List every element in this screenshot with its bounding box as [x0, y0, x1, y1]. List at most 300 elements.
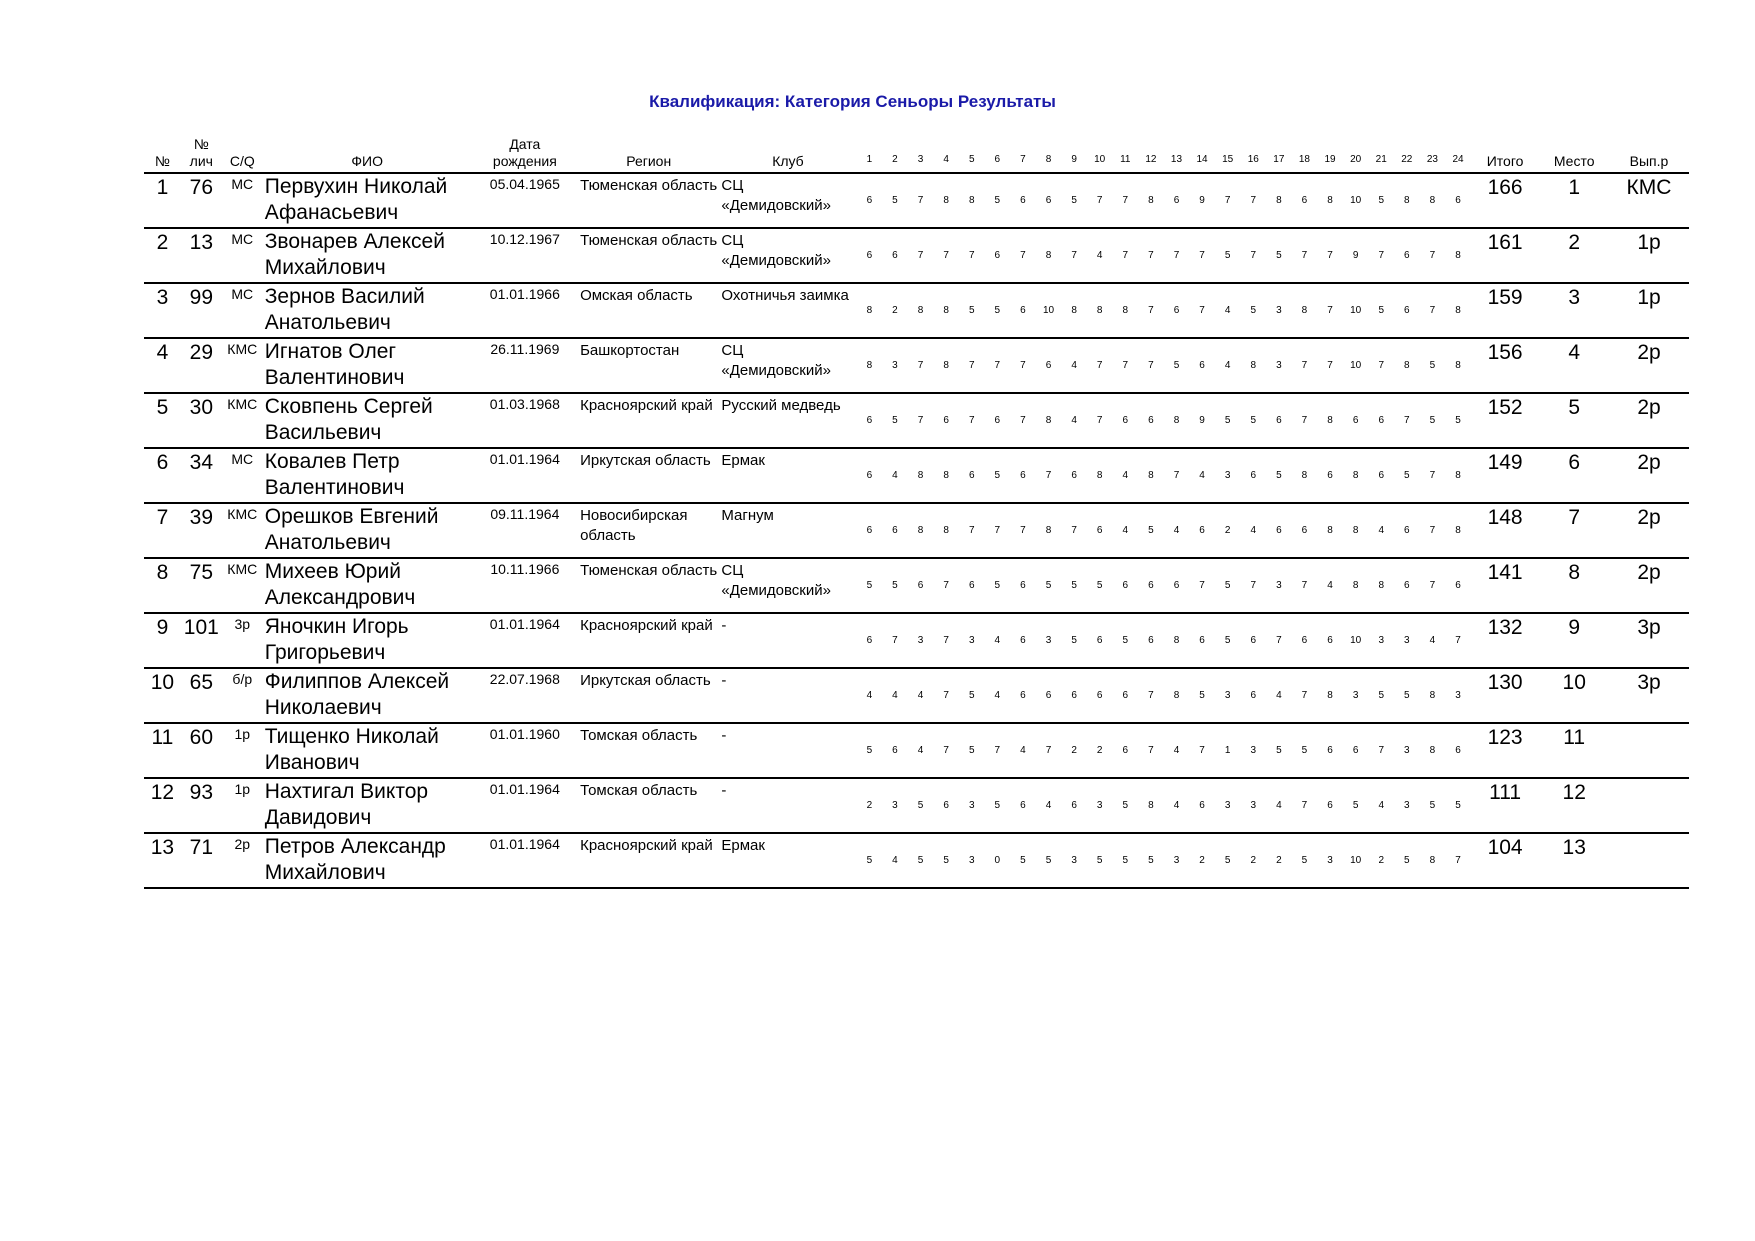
- license-number: 39: [181, 503, 222, 558]
- page-title: Квалификация: Категория Сеньоры Результаты: [649, 92, 1056, 111]
- header-series: 7: [1010, 136, 1036, 173]
- series-score: 6: [857, 503, 883, 558]
- series-score: 6: [1394, 228, 1420, 283]
- series-score: 5: [1292, 833, 1318, 888]
- class-rank: б/р: [222, 668, 263, 723]
- total-score: 161: [1471, 228, 1540, 283]
- header-series: 13: [1164, 136, 1190, 173]
- total-score: 166: [1471, 173, 1540, 228]
- total-score: 148: [1471, 503, 1540, 558]
- series-score: 5: [959, 668, 985, 723]
- full-name: Игнатов Олег Валентинович: [263, 338, 472, 393]
- header-lic-top: №: [193, 136, 209, 152]
- series-score: 3: [882, 778, 908, 833]
- series-score: 8: [857, 283, 883, 338]
- series-score: 8: [1138, 173, 1164, 228]
- series-score: 7: [1036, 448, 1062, 503]
- class-rank: КМС: [222, 338, 263, 393]
- full-name: Ковалев Петр Валентинович: [263, 448, 472, 503]
- header-series: 23: [1420, 136, 1446, 173]
- series-score: 2: [882, 283, 908, 338]
- series-score: 7: [1420, 503, 1446, 558]
- series-score: 7: [1240, 228, 1266, 283]
- series-score: 5: [1215, 833, 1241, 888]
- series-score: 2: [1087, 723, 1113, 778]
- header-series: 6: [985, 136, 1011, 173]
- series-score: 8: [933, 448, 959, 503]
- series-score: 4: [882, 668, 908, 723]
- row-number: 3: [144, 283, 181, 338]
- series-score: 4: [908, 723, 934, 778]
- series-score: 8: [933, 503, 959, 558]
- total-score: 130: [1471, 668, 1540, 723]
- header-series: 24: [1445, 136, 1471, 173]
- series-score: 8: [1138, 448, 1164, 503]
- club: -: [719, 778, 856, 833]
- series-score: 2: [1240, 833, 1266, 888]
- series-score: 5: [1112, 613, 1138, 668]
- series-score: 6: [1164, 283, 1190, 338]
- series-score: 5: [1087, 833, 1113, 888]
- series-score: 10: [1343, 283, 1369, 338]
- series-score: 4: [882, 833, 908, 888]
- series-score: 9: [1189, 393, 1215, 448]
- series-score: 6: [1061, 778, 1087, 833]
- series-score: 7: [1036, 723, 1062, 778]
- license-number: 13: [181, 228, 222, 283]
- series-score: 8: [933, 173, 959, 228]
- series-score: 4: [1266, 778, 1292, 833]
- series-score: 7: [1164, 448, 1190, 503]
- series-score: 6: [1112, 558, 1138, 613]
- header-series: 16: [1240, 136, 1266, 173]
- series-score: 5: [1368, 283, 1394, 338]
- place: 3: [1539, 283, 1609, 338]
- series-score: 5: [1036, 558, 1062, 613]
- license-number: 71: [181, 833, 222, 888]
- series-score: 4: [1189, 448, 1215, 503]
- series-score: 7: [933, 613, 959, 668]
- series-score: 5: [1420, 393, 1446, 448]
- club: -: [719, 613, 856, 668]
- series-score: 6: [882, 503, 908, 558]
- series-score: 6: [1266, 393, 1292, 448]
- header-cq: С/Q: [222, 136, 263, 173]
- class-rank: 2р: [222, 833, 263, 888]
- series-score: 7: [1368, 338, 1394, 393]
- series-score: 8: [1112, 283, 1138, 338]
- series-score: 6: [1164, 558, 1190, 613]
- row-number: 6: [144, 448, 181, 503]
- class-rank: 1р: [222, 778, 263, 833]
- series-score: 7: [1317, 228, 1343, 283]
- table-row: [144, 283, 1689, 338]
- series-score: 2: [1189, 833, 1215, 888]
- achieved-rank: 3р: [1609, 613, 1689, 668]
- series-score: 5: [933, 833, 959, 888]
- series-score: 3: [1061, 833, 1087, 888]
- series-score: 2: [1368, 833, 1394, 888]
- class-rank: МС: [222, 448, 263, 503]
- row-number: 12: [144, 778, 181, 833]
- total-score: 111: [1471, 778, 1540, 833]
- birth-date: 09.11.1964: [472, 503, 578, 558]
- series-score: 4: [908, 668, 934, 723]
- region: Новосибирская область: [578, 503, 719, 558]
- series-score: 9: [1343, 228, 1369, 283]
- series-score: 6: [1343, 393, 1369, 448]
- header-dob-top: Дата: [509, 136, 541, 152]
- series-score: 6: [1164, 173, 1190, 228]
- full-name: Филиппов Алексей Николаевич: [263, 668, 472, 723]
- series-score: 5: [857, 833, 883, 888]
- series-score: 5: [1394, 833, 1420, 888]
- license-number: 65: [181, 668, 222, 723]
- series-score: 2: [1215, 503, 1241, 558]
- full-name: Зернов Василий Анатольевич: [263, 283, 472, 338]
- license-number: 30: [181, 393, 222, 448]
- series-score: 7: [1087, 393, 1113, 448]
- class-rank: МС: [222, 228, 263, 283]
- series-score: 4: [882, 448, 908, 503]
- series-score: 6: [882, 228, 908, 283]
- row-number: 2: [144, 228, 181, 283]
- series-score: 6: [1189, 338, 1215, 393]
- series-score: 7: [1112, 228, 1138, 283]
- series-score: 6: [1240, 668, 1266, 723]
- series-score: 3: [1215, 778, 1241, 833]
- series-score: 4: [1112, 503, 1138, 558]
- series-score: 7: [985, 338, 1011, 393]
- series-score: 8: [959, 173, 985, 228]
- series-score: 4: [1215, 283, 1241, 338]
- series-score: 6: [1317, 448, 1343, 503]
- full-name: Яночкин Игорь Григорьевич: [263, 613, 472, 668]
- series-score: 7: [1368, 723, 1394, 778]
- series-score: 7: [1240, 173, 1266, 228]
- table-row: [144, 338, 1689, 393]
- series-score: 2: [1061, 723, 1087, 778]
- series-score: 3: [908, 613, 934, 668]
- series-score: 8: [1240, 338, 1266, 393]
- place: 6: [1539, 448, 1609, 503]
- region: Красноярский край: [578, 613, 719, 668]
- series-score: 4: [1368, 503, 1394, 558]
- series-score: 7: [1420, 558, 1446, 613]
- total-score: 156: [1471, 338, 1540, 393]
- series-score: 4: [1164, 723, 1190, 778]
- series-score: 5: [1240, 393, 1266, 448]
- full-name: Петров Александр Михайлович: [263, 833, 472, 888]
- series-score: 5: [1266, 723, 1292, 778]
- table-row: [144, 228, 1689, 283]
- header-series: 4: [933, 136, 959, 173]
- series-score: 6: [1240, 448, 1266, 503]
- series-score: 6: [908, 558, 934, 613]
- series-score: 3: [1266, 283, 1292, 338]
- total-score: 141: [1471, 558, 1540, 613]
- achieved-rank: 1р: [1609, 228, 1689, 283]
- series-score: 7: [1215, 173, 1241, 228]
- club: СЦ «Демидовский»: [719, 558, 856, 613]
- header-series: 8: [1036, 136, 1062, 173]
- series-score: 8: [1368, 558, 1394, 613]
- series-score: 8: [908, 448, 934, 503]
- place: 5: [1539, 393, 1609, 448]
- series-score: 6: [1010, 613, 1036, 668]
- series-score: 5: [1087, 558, 1113, 613]
- row-number: 5: [144, 393, 181, 448]
- series-score: 10: [1343, 173, 1369, 228]
- series-score: 6: [857, 393, 883, 448]
- series-score: 7: [1112, 173, 1138, 228]
- region: Тюменская область: [578, 558, 719, 613]
- series-score: 7: [1087, 173, 1113, 228]
- series-score: 8: [908, 503, 934, 558]
- region: Омская область: [578, 283, 719, 338]
- series-score: 6: [985, 228, 1011, 283]
- full-name: Звонарев Алексей Михайлович: [263, 228, 472, 283]
- series-score: 3: [1240, 778, 1266, 833]
- series-score: 5: [1394, 448, 1420, 503]
- header-vyp: Вып.р: [1609, 136, 1689, 173]
- club: СЦ «Демидовский»: [719, 173, 856, 228]
- series-score: 10: [1343, 833, 1369, 888]
- header-club: Клуб: [719, 136, 856, 173]
- series-score: 7: [1292, 558, 1318, 613]
- header-fio: ФИО: [263, 136, 472, 173]
- series-score: 3: [1215, 448, 1241, 503]
- series-score: 8: [1445, 338, 1471, 393]
- series-score: 7: [1138, 668, 1164, 723]
- series-score: 6: [1112, 668, 1138, 723]
- series-score: 6: [1087, 668, 1113, 723]
- series-score: 3: [882, 338, 908, 393]
- club: Ермак: [719, 448, 856, 503]
- series-score: 4: [1112, 448, 1138, 503]
- series-score: 5: [857, 558, 883, 613]
- series-score: 5: [1266, 228, 1292, 283]
- header-lic-bottom: лич: [189, 153, 213, 169]
- achieved-rank: [1609, 833, 1689, 888]
- series-score: 6: [1445, 723, 1471, 778]
- birth-date: 01.01.1964: [472, 778, 578, 833]
- series-score: 7: [908, 338, 934, 393]
- achieved-rank: [1609, 778, 1689, 833]
- series-score: 5: [1445, 778, 1471, 833]
- series-score: 7: [1266, 613, 1292, 668]
- series-score: 7: [1240, 558, 1266, 613]
- header-lic: [181, 136, 222, 173]
- series-score: 4: [1215, 338, 1241, 393]
- region: Красноярский край: [578, 833, 719, 888]
- series-score: 6: [857, 448, 883, 503]
- series-score: 7: [1292, 228, 1318, 283]
- series-score: 7: [1010, 393, 1036, 448]
- series-score: 7: [959, 338, 985, 393]
- series-score: 6: [1087, 503, 1113, 558]
- series-score: 7: [1292, 338, 1318, 393]
- region: Иркутская область: [578, 448, 719, 503]
- series-score: 8: [1317, 393, 1343, 448]
- series-score: 7: [1112, 338, 1138, 393]
- series-score: 5: [1420, 778, 1446, 833]
- license-number: 60: [181, 723, 222, 778]
- series-score: 5: [882, 173, 908, 228]
- full-name: Первухин Николай Афанасьевич: [263, 173, 472, 228]
- series-score: 8: [1292, 283, 1318, 338]
- license-number: 76: [181, 173, 222, 228]
- series-score: 6: [1010, 558, 1036, 613]
- series-score: 3: [1394, 723, 1420, 778]
- series-score: 7: [959, 228, 985, 283]
- series-score: 10: [1036, 283, 1062, 338]
- series-score: 6: [1317, 613, 1343, 668]
- header-no: №: [144, 136, 181, 173]
- series-score: 4: [1036, 778, 1062, 833]
- achieved-rank: [1609, 723, 1689, 778]
- header-series: 1: [857, 136, 883, 173]
- series-score: 5: [985, 448, 1011, 503]
- header-series: 14: [1189, 136, 1215, 173]
- club: Русский медведь: [719, 393, 856, 448]
- series-score: 4: [1240, 503, 1266, 558]
- series-score: 8: [1420, 723, 1446, 778]
- place: 11: [1539, 723, 1609, 778]
- license-number: 99: [181, 283, 222, 338]
- series-score: 7: [1292, 778, 1318, 833]
- series-score: 4: [1420, 613, 1446, 668]
- series-score: 9: [1189, 173, 1215, 228]
- full-name: Михеев Юрий Александрович: [263, 558, 472, 613]
- series-score: 8: [1317, 173, 1343, 228]
- series-score: 4: [1061, 338, 1087, 393]
- series-score: 3: [1266, 338, 1292, 393]
- header-series: 10: [1087, 136, 1113, 173]
- series-score: 7: [1138, 283, 1164, 338]
- full-name: Нахтигал Виктор Давидович: [263, 778, 472, 833]
- series-score: 5: [1292, 723, 1318, 778]
- table-row: [144, 778, 1689, 833]
- full-name: Сковпень Сергей Васильевич: [263, 393, 472, 448]
- series-score: 8: [1164, 613, 1190, 668]
- place: 2: [1539, 228, 1609, 283]
- row-number: 8: [144, 558, 181, 613]
- series-score: 6: [1010, 668, 1036, 723]
- place: 9: [1539, 613, 1609, 668]
- series-score: 6: [1036, 668, 1062, 723]
- region: Тюменская область: [578, 228, 719, 283]
- series-score: 5: [882, 393, 908, 448]
- series-score: 5: [1215, 613, 1241, 668]
- birth-date: 10.12.1967: [472, 228, 578, 283]
- series-score: 4: [1317, 558, 1343, 613]
- series-score: 6: [1189, 503, 1215, 558]
- place: 12: [1539, 778, 1609, 833]
- birth-date: 10.11.1966: [472, 558, 578, 613]
- series-score: 6: [1138, 393, 1164, 448]
- series-score: 7: [933, 558, 959, 613]
- class-rank: КМС: [222, 393, 263, 448]
- header-series: 19: [1317, 136, 1343, 173]
- series-score: 5: [1164, 338, 1190, 393]
- achieved-rank: 2р: [1609, 448, 1689, 503]
- series-score: 6: [1368, 393, 1394, 448]
- series-score: 5: [1138, 503, 1164, 558]
- header-place: Место: [1539, 136, 1609, 173]
- series-score: 8: [1343, 558, 1369, 613]
- series-score: 3: [959, 833, 985, 888]
- series-score: 6: [985, 393, 1011, 448]
- series-score: 5: [857, 723, 883, 778]
- series-score: 6: [1087, 613, 1113, 668]
- series-score: 3: [1240, 723, 1266, 778]
- club: Охотничья заимка: [719, 283, 856, 338]
- row-number: 9: [144, 613, 181, 668]
- series-score: 3: [959, 778, 985, 833]
- total-score: 132: [1471, 613, 1540, 668]
- series-score: 7: [1189, 283, 1215, 338]
- series-score: 4: [1061, 393, 1087, 448]
- place: 4: [1539, 338, 1609, 393]
- series-score: 6: [1317, 723, 1343, 778]
- birth-date: 01.01.1964: [472, 613, 578, 668]
- series-score: 8: [1036, 503, 1062, 558]
- series-score: 7: [933, 723, 959, 778]
- birth-date: 26.11.1969: [472, 338, 578, 393]
- header-dob: [472, 136, 578, 173]
- table-row: [144, 668, 1689, 723]
- series-score: 8: [1036, 393, 1062, 448]
- results-table: [144, 136, 1689, 889]
- birth-date: 01.03.1968: [472, 393, 578, 448]
- series-score: 6: [1010, 283, 1036, 338]
- region: Томская область: [578, 723, 719, 778]
- series-score: 5: [1061, 173, 1087, 228]
- header-region: Регион: [578, 136, 719, 173]
- series-score: 7: [959, 393, 985, 448]
- series-score: 7: [882, 613, 908, 668]
- series-score: 7: [1317, 283, 1343, 338]
- series-score: 7: [1061, 503, 1087, 558]
- series-score: 7: [933, 668, 959, 723]
- series-score: 8: [1317, 668, 1343, 723]
- series-score: 8: [1445, 503, 1471, 558]
- region: Тюменская область: [578, 173, 719, 228]
- series-score: 5: [1368, 668, 1394, 723]
- series-score: 7: [1292, 393, 1318, 448]
- series-score: 4: [1164, 503, 1190, 558]
- series-score: 3: [1087, 778, 1113, 833]
- series-score: 0: [985, 833, 1011, 888]
- header-series: 3: [908, 136, 934, 173]
- series-score: 4: [1087, 228, 1113, 283]
- header-total: Итого: [1471, 136, 1540, 173]
- series-score: 6: [1189, 778, 1215, 833]
- series-score: 6: [857, 228, 883, 283]
- class-rank: КМС: [222, 503, 263, 558]
- place: 10: [1539, 668, 1609, 723]
- series-score: 6: [1292, 503, 1318, 558]
- series-score: 7: [1164, 228, 1190, 283]
- series-score: 7: [1292, 668, 1318, 723]
- series-score: 6: [1010, 448, 1036, 503]
- table-row: [144, 173, 1689, 228]
- header-series: 9: [1061, 136, 1087, 173]
- series-score: 7: [1010, 338, 1036, 393]
- header-series: 20: [1343, 136, 1369, 173]
- series-score: 8: [1343, 503, 1369, 558]
